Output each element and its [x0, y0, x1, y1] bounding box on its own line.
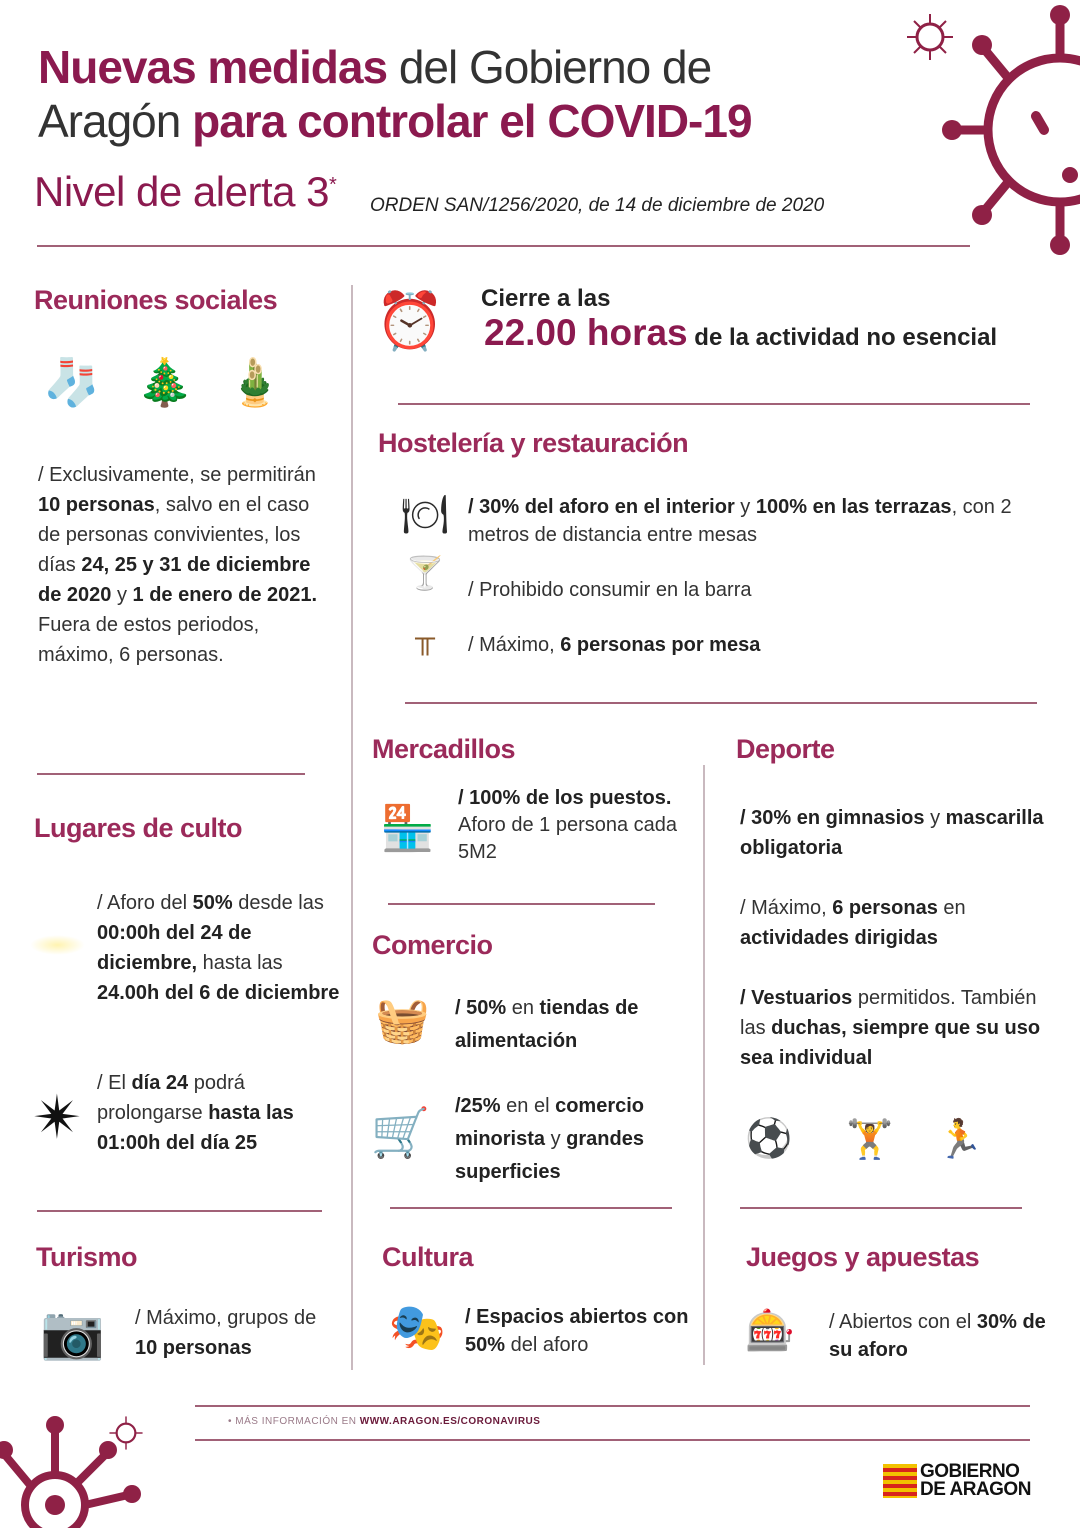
title-highlight: para controlar el COVID-19 — [192, 95, 752, 147]
small-virus-icon — [905, 12, 955, 62]
deporte-item-3 — [740, 983, 1060, 1073]
alarm-clock-icon: ⏰ — [375, 288, 445, 352]
section-heading-deporte: Deporte — [736, 734, 835, 764]
text-segment: 50% — [192, 892, 233, 914]
text-segment: / Abiertos con el — [829, 1311, 977, 1333]
divider — [388, 903, 655, 905]
text-segment: / El — [97, 1072, 132, 1094]
reuniones-text — [38, 460, 323, 670]
stocking-icon: 🧦 — [43, 356, 101, 408]
text-segment: / 30% del aforo en el interior — [468, 496, 735, 518]
divider — [37, 773, 305, 775]
hosteleria-item-1 — [468, 493, 1028, 549]
text-segment: podrá prolongarse — [97, 1072, 245, 1124]
text-segment: mascarilla obligatoria — [740, 807, 1044, 859]
text-segment: , salvo en el caso de personas convivientes, los días — [38, 494, 310, 576]
text-segment: 24.00h del 6 de diciembre — [97, 982, 340, 1004]
text-segment: / 50% — [455, 997, 507, 1019]
logo-line-2: DE ARAGON — [920, 1479, 1031, 1500]
culto-text-2 — [97, 1068, 337, 1158]
christmas-tree-icon: 🎄 — [136, 356, 194, 408]
text-segment: y — [734, 496, 756, 518]
text-segment: actividades dirigidas — [740, 927, 938, 949]
text-segment: permitidos. También las — [740, 987, 1037, 1039]
table-chairs-icon: ╥ — [415, 621, 435, 653]
theater-masks-icon: 🎭 — [388, 1301, 447, 1353]
alert-level-text: Nivel de alerta 3 — [34, 168, 329, 215]
section-heading-turismo: Turismo — [36, 1242, 138, 1272]
divider — [405, 702, 1037, 704]
divider — [37, 1210, 322, 1212]
runner-icon: 🏃 — [936, 1119, 984, 1161]
mercadillos-text — [458, 785, 683, 866]
food-cloche-icon: 🍽 — [400, 494, 450, 536]
title-text: del Gobierno de — [387, 41, 712, 93]
text-segment: día 24 — [131, 1072, 189, 1094]
camera-icon: 📷 — [40, 1304, 105, 1362]
more-info-prefix: MÁS INFORMACIÓN EN — [235, 1416, 360, 1427]
section-heading-hosteleria: Hostelería y restauración — [378, 428, 689, 458]
column-divider — [351, 285, 353, 1370]
more-info: • MÁS INFORMACIÓN EN WWW.ARAGON.ES/CORONAVIRUS — [228, 1416, 541, 1427]
asterisk: * — [329, 174, 337, 196]
divider — [740, 1207, 1022, 1209]
text-segment: en — [506, 997, 540, 1019]
text-segment: / Máximo, — [740, 897, 833, 919]
divider — [195, 1439, 1030, 1441]
comercio-item-2 — [455, 1090, 695, 1189]
text-segment: y — [545, 1128, 567, 1150]
text-segment: comercio minorista — [455, 1095, 645, 1150]
gobierno-aragon-logo — [883, 1463, 1031, 1499]
title-text: Aragón — [38, 95, 193, 147]
text-segment: en el — [500, 1095, 556, 1117]
text-segment: duchas, siempre que su uso sea individual — [740, 1017, 1041, 1069]
more-info-link[interactable]: WWW.ARAGON.ES/CORONAVIRUS — [359, 1416, 541, 1427]
section-heading-mercadillos: Mercadillos — [372, 734, 516, 764]
text-segment: 10 personas — [135, 1337, 252, 1359]
comercio-item-1 — [455, 992, 695, 1058]
section-heading-juegos: Juegos y apuestas — [746, 1242, 980, 1272]
hosteleria-item-2 — [468, 575, 1028, 605]
section-heading-cultura: Cultura — [382, 1242, 473, 1272]
text-segment: , con 2 metros de distancia entre mesas — [468, 496, 1012, 546]
text-segment: 30% de su aforo — [829, 1311, 1046, 1361]
hosteleria-item-3 — [468, 630, 1028, 660]
text-segment: / Exclusivamente, se permitirán — [38, 464, 316, 486]
grocery-basket-icon: 🧺 — [375, 996, 430, 1045]
section-heading-comercio: Comercio — [372, 930, 493, 960]
text-segment: grandes superficies — [455, 1128, 644, 1183]
shopping-cart-icon: 🛒 — [370, 1107, 431, 1160]
turismo-text — [135, 1303, 335, 1363]
text-segment: / 100% de los puestos. — [458, 787, 672, 809]
closing-hour: 22.00 horas — [484, 312, 688, 353]
cultura-text — [465, 1303, 695, 1359]
text-segment: / Máximo, — [468, 634, 561, 656]
cocktail-icon: 🍸 — [405, 554, 445, 591]
juegos-text — [829, 1308, 1049, 1364]
order-reference: ORDEN SAN/1256/2020, de 14 de diciembre de 2020 — [370, 195, 825, 216]
section-heading-culto: Lugares de culto — [34, 813, 243, 843]
soccer-ball-icon: ⚽ — [745, 1118, 793, 1160]
text-segment: / Aforo del — [97, 892, 193, 914]
text-segment: 6 personas por mesa — [560, 634, 761, 656]
text-segment: Fuera de estos periodos, máximo, 6 personas. — [38, 614, 260, 666]
text-segment: tiendas de alimentación — [455, 997, 639, 1052]
text-segment: / 30% en gimnasios — [740, 807, 925, 829]
text-segment: Aforo de 1 persona cada 5M2 — [458, 814, 678, 863]
star-sparkle-icon: ✴ — [32, 1083, 83, 1151]
section-heading-reuniones: Reuniones sociales — [34, 285, 278, 315]
divider — [398, 403, 1030, 405]
casino-chips-icon: 🎰 — [745, 1308, 795, 1353]
closing-description: de la actividad no esencial — [687, 324, 998, 351]
text-segment: 00:00h del 24 de diciembre, — [97, 922, 252, 974]
weightlifter-icon: 🏋 — [846, 1119, 894, 1161]
text-segment: / Máximo, grupos de — [135, 1307, 317, 1329]
text-segment: 10 personas — [38, 494, 155, 516]
virus-icon — [940, 0, 1080, 260]
text-segment: desde las — [232, 892, 324, 914]
text-segment: hasta las — [197, 952, 283, 974]
text-segment: en — [937, 897, 966, 919]
aragon-flag-icon — [883, 1464, 917, 1498]
column-divider — [703, 765, 705, 1365]
text-segment: / Espacios abiertos con 50% — [465, 1306, 689, 1356]
divider — [37, 245, 970, 247]
closing-label: Cierre a las — [481, 285, 611, 312]
small-virus-icon — [108, 1415, 144, 1451]
text-segment: 24, 25 y 31 de diciembre de 2020 — [38, 554, 311, 606]
text-segment: / Prohibido consumir en la barra — [468, 579, 752, 601]
logo-line-1: GOBIERNO — [920, 1461, 1020, 1482]
text-segment: /25% — [455, 1095, 501, 1117]
market-stall-icon: 🏪 — [380, 803, 435, 853]
text-segment: 1 de enero de 2021. — [132, 584, 318, 606]
divider — [195, 1405, 1030, 1407]
text-segment: y — [111, 584, 133, 606]
text-segment: 100% en las terrazas — [755, 496, 952, 518]
text-segment: / Vestuarios — [740, 987, 853, 1009]
sparkle-glow-icon — [30, 935, 85, 955]
title-highlight: Nuevas medidas — [38, 41, 388, 93]
ornaments-icon: 🎍 — [226, 356, 284, 408]
text-segment: del aforo — [505, 1334, 589, 1356]
divider — [390, 1207, 672, 1209]
text-segment: hasta las 01:00h del día 25 — [97, 1102, 294, 1154]
alert-level — [34, 168, 336, 216]
text-segment: y — [924, 807, 946, 829]
culto-text-1 — [97, 888, 347, 1008]
deporte-item-1 — [740, 803, 1060, 863]
text-segment: 6 personas — [832, 897, 938, 919]
closing-time — [484, 312, 997, 354]
deporte-item-2 — [740, 893, 1060, 953]
page-title — [38, 40, 752, 148]
